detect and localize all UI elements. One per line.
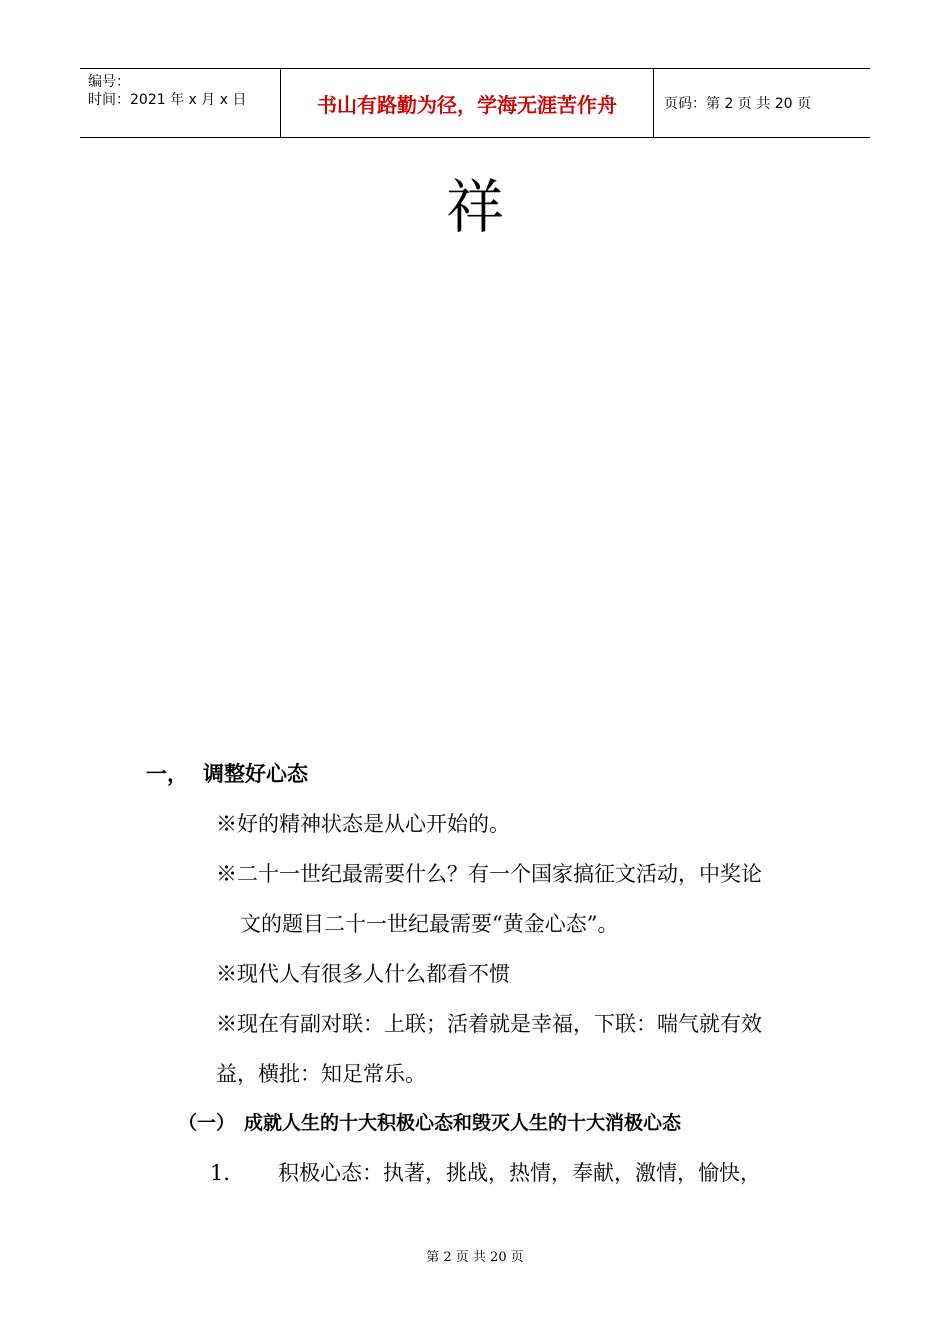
section-heading xyxy=(146,758,308,788)
list-number: 1． xyxy=(210,1161,245,1185)
paragraph: ※二十一世纪最需要什么？有一个国家搞征文活动，中奖论 xyxy=(216,862,762,886)
header-left-cell xyxy=(80,69,281,137)
title-char: 祥 xyxy=(445,173,504,241)
section-title: 调整好心态 xyxy=(203,762,308,786)
paragraph: ※好的精神状态是从心开始的。 xyxy=(216,812,510,836)
time-label: 时间：2021 年 x 月 x 日 xyxy=(88,92,247,108)
header-right-cell xyxy=(654,69,870,137)
header-middle-cell xyxy=(281,69,654,137)
page-label: 页码：第 2 页 共 20 页 xyxy=(664,96,811,112)
subsection-title: 成就人生的十大积极心态和毁灭人生的十大消极心态 xyxy=(244,1112,682,1134)
subsection-number: （一） xyxy=(178,1112,236,1134)
paragraph: ※现代人有很多人什么都看不惯 xyxy=(216,962,510,986)
section-number: 一， xyxy=(146,762,188,786)
subsection-heading xyxy=(178,1108,681,1135)
page-footer: 第 2 页 共 20 页 xyxy=(426,1250,524,1265)
number-label: 编号： xyxy=(88,74,130,90)
list-text: 积极心态：执著，挑战，热情，奉献，激情，愉快， xyxy=(278,1161,761,1185)
motto: 书山有路勤为径，学海无涯苦作舟 xyxy=(317,92,617,117)
list-item xyxy=(210,1157,761,1187)
paragraph: 益，横批：知足常乐。 xyxy=(216,1062,426,1086)
paragraph: 文的题目二十一世纪最需要“黄金心态”。 xyxy=(240,912,619,936)
header-table xyxy=(80,68,870,138)
paragraph: ※现在有副对联：上联；活着就是幸福，下联：喘气就有效 xyxy=(216,1012,762,1036)
